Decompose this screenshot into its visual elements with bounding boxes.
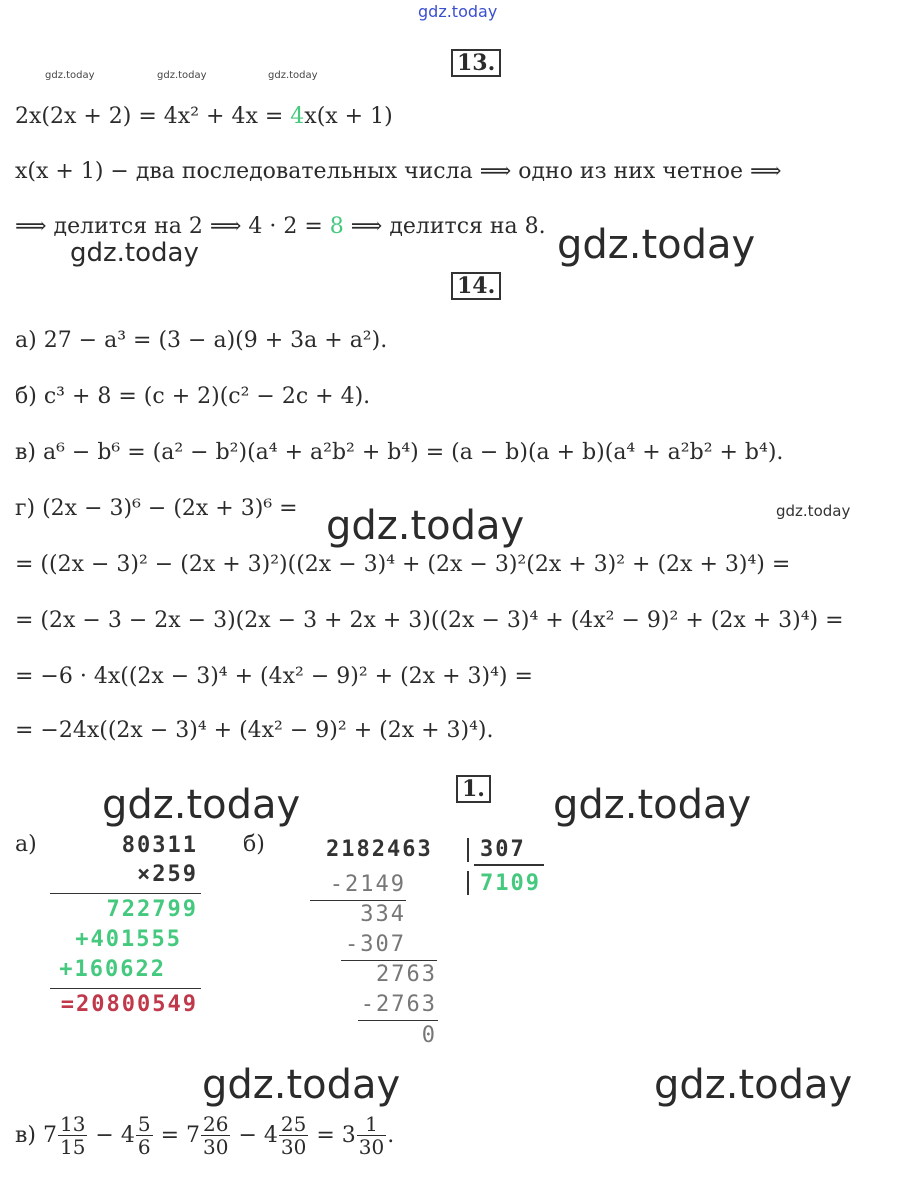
fraction-1-num: 13 xyxy=(59,1112,86,1136)
task-13-line-1 xyxy=(15,104,393,129)
div-quotient: 7109 xyxy=(480,871,541,896)
fraction-1 xyxy=(58,1113,87,1158)
task-13-line-3-green: 8 xyxy=(329,214,344,239)
div-sub-3: -2763 xyxy=(360,992,437,1017)
fraction-2 xyxy=(136,1113,153,1158)
task-1-v-expression xyxy=(15,1113,394,1158)
watermark-big-1: gdz.today xyxy=(557,222,756,268)
mult-partial-1: 722799 xyxy=(106,897,198,922)
div-vline-2 xyxy=(467,871,469,895)
watermark-top: gdz.today xyxy=(418,2,498,21)
mult-bottom: ×259 xyxy=(137,862,198,887)
v-text-4: = 3 xyxy=(309,1123,356,1148)
watermark-small-1: gdz.today xyxy=(45,70,95,81)
mult-line-1 xyxy=(50,893,201,894)
mult-result: =20800549 xyxy=(60,992,198,1017)
div-rem-3: 0 xyxy=(421,1023,437,1048)
task-13-line-1-green: 4 xyxy=(290,104,305,129)
v-text-2: = 7 xyxy=(153,1123,200,1148)
fraction-5-num: 1 xyxy=(357,1113,386,1136)
mult-top: 80311 xyxy=(121,833,198,858)
div-rem-2: 2763 xyxy=(376,962,437,987)
mult-partial-2: +401555 xyxy=(75,927,182,952)
task-13-line-1-part-b: x(x + 1) xyxy=(304,104,393,129)
v-label: в) 7 xyxy=(15,1123,57,1148)
div-line-1 xyxy=(310,900,406,901)
fraction-5-den: 30 xyxy=(358,1135,385,1159)
task-1-b-label: б) xyxy=(243,832,265,857)
task-14-line-g1: г) (2x − 3)⁶ − (2x + 3)⁶ = xyxy=(15,496,298,521)
fraction-4-num: 25 xyxy=(280,1112,307,1136)
task-14-line-b: б) c³ + 8 = (c + 2)(c² − 2c + 4). xyxy=(15,384,371,409)
v-text-1: − 4 xyxy=(88,1123,135,1148)
div-sub-2: -307 xyxy=(345,932,406,957)
task-14-line-a: а) 27 − a³ = (3 − a)(9 + 3a + a²). xyxy=(15,328,388,353)
task-14-line-g4: = −6 · 4x((2x − 3)⁴ + (4x² − 9)² + (2x + 3)⁴) = xyxy=(15,664,533,689)
watermark-mid-1: gdz.today xyxy=(70,238,199,268)
watermark-big-5: gdz.today xyxy=(202,1062,401,1108)
task-14-number: 14. xyxy=(451,272,501,300)
fraction-3 xyxy=(201,1113,230,1158)
task-14-line-g2: = ((2x − 3)² − (2x + 3)²)((2x − 3)⁴ + (2x − 3)²(2x + 3)² + (2x + 3)⁴) = xyxy=(15,552,791,577)
task-13-line-3 xyxy=(15,214,546,239)
task-14-line-v: в) a⁶ − b⁶ = (a² − b²)(a⁴ + a²b² + b⁴) = (a − b)(a + b)(a⁴ + a²b² + b⁴). xyxy=(15,440,784,465)
watermark-big-4: gdz.today xyxy=(553,782,752,828)
fraction-4 xyxy=(279,1113,308,1158)
task-13-number: 13. xyxy=(451,49,501,77)
v-text-3: − 4 xyxy=(231,1123,278,1148)
div-line-3 xyxy=(358,1020,438,1021)
fraction-5 xyxy=(357,1113,386,1158)
div-sub-1: -2149 xyxy=(329,872,406,897)
watermark-small-3: gdz.today xyxy=(268,70,318,81)
watermark-big-2: gdz.today xyxy=(326,503,525,549)
fraction-1-den: 15 xyxy=(59,1135,86,1159)
fraction-2-den: 6 xyxy=(137,1135,151,1159)
watermark-big-3: gdz.today xyxy=(102,782,301,828)
div-rem-1: 334 xyxy=(360,902,406,927)
task-14-line-g5: = −24x((2x − 3)⁴ + (4x² − 9)² + (2x + 3)⁴). xyxy=(15,718,494,743)
task-13-line-3-part-a: ⟹ делится на 2 ⟹ 4 · 2 = xyxy=(15,214,330,239)
watermark-small-4: gdz.today xyxy=(776,502,851,520)
task-14-line-g3: = (2x − 3 − 2x − 3)(2x − 3 + 2x + 3)((2x − 3)⁴ + (4x² − 9)² + (2x + 3)⁴) = xyxy=(15,608,844,633)
mult-partial-3: +160622 xyxy=(59,957,166,982)
v-end: . xyxy=(387,1123,395,1148)
div-divisor-line xyxy=(474,864,544,866)
task-1-number: 1. xyxy=(456,775,491,803)
fraction-3-den: 30 xyxy=(203,1135,229,1159)
task-13-line-2: x(x + 1) − два последовательных числа ⟹ одно из них четное ⟹ xyxy=(15,159,782,184)
div-vline-1 xyxy=(467,838,469,862)
fraction-2-num: 5 xyxy=(137,1112,151,1136)
fraction-3-num: 26 xyxy=(203,1112,229,1136)
div-dividend: 2182463 xyxy=(326,837,433,862)
task-13-line-1-part-a: 2x(2x + 2) = 4x² + 4x = xyxy=(15,104,291,129)
fraction-4-den: 30 xyxy=(280,1135,307,1159)
div-divisor: 307 xyxy=(480,837,526,862)
watermark-big-6: gdz.today xyxy=(654,1062,853,1108)
div-line-2 xyxy=(341,960,437,961)
task-1-a-label: а) xyxy=(15,832,37,857)
watermark-small-2: gdz.today xyxy=(157,70,207,81)
mult-line-2 xyxy=(50,988,201,989)
task-13-line-3-part-b: ⟹ делится на 8. xyxy=(343,214,546,239)
